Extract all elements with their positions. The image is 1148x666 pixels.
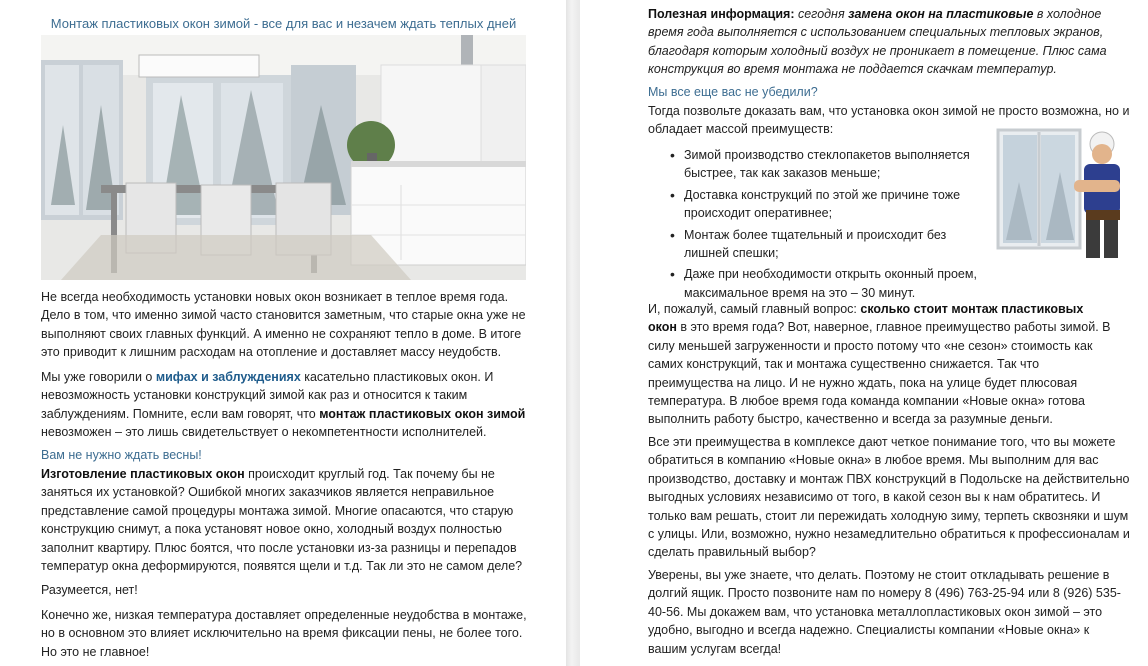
advantages-summary-paragraph: Все эти преимущества в комплексе дают четкое понимание того, что вы можете обратиться в компанию «Новые окна» в любое время. Мы выполним для вас производство, доставку и монтаж ПВХ конструкций в Подольске на действительно выгодных условиях независимо от того, в какой сезон вы к нам обратитесь. И только вам решать, стоит ли пережидать холодную зиму, терпеть сквозняки и шум с улицы. Или, возможно, нужно незамедлительно обратиться к профессионалам и сделать правильный выбор? xyxy=(648,435,1130,560)
text: в это время года? Вот, наверное, главное преимущество работы зимой. В силу меньшей загруженности и просто потому что «не сезон» стоимость как самих конструкций, так и монтажа существенно снижается. Так что преимущества на лицо. И не нужно ждать, пока на улице будет плюсовая температура. В любое время года команда компании «Новые окна» готова выполнить работу быстро, качественно и всегда за разумные деньги. xyxy=(648,320,1111,427)
page-title: Монтаж пластиковых окон зимой - все для вас и незачем ждать теплых дней xyxy=(50,16,517,31)
bold-text: Полезная информация: xyxy=(648,7,795,21)
contact-paragraph: Уверены, вы уже знаете, что делать. Поэтому не стоит откладывать решение в долгий ящик. Просто позвоните нам по номеру 8 (496) 763-25-94 или 8 (926) 535-40-56. Мы докажем вам, что установка металлопластиковых окон зимой – это удобно, выгодно и всегда надежно. Специалисты компании «Новые окна» к вашим услугам всегда! xyxy=(648,568,1121,656)
window-installer-illustration xyxy=(994,122,1128,262)
bold-text: замена окон на пластиковые xyxy=(848,7,1034,21)
list-item: • Доставка конструкций по этой же причине тоже происходит оперативнее; xyxy=(662,186,992,223)
text: происходит круглый год. Так почему бы не заняться их установкой? Ошибкой многих заказчиков является неправильное представление самой процедуры монтажа зимой. Многие опасаются, что старую конструкцию снимут, а пока установят новое окно, холодный воздух полностью заполнит квартиру. Плюс боятся, что после установки из-за разницы и перепадов температур окна деформируются, появятся щели и т.д. Так ли это не самом деле? xyxy=(41,467,523,574)
bold-text: Изготовление пластиковых окон xyxy=(41,467,245,481)
bold-text: сколько стоит монтаж пластиковых окон xyxy=(648,302,1084,335)
text: Мы уже говорили о xyxy=(41,370,156,384)
list-item: • Зимой производство стеклопакетов выполняется быстрее, так как заказов меньше; xyxy=(662,146,992,183)
left-paragraph-2 xyxy=(41,368,531,442)
left-paragraph-5: Конечно же, низкая температура доставляет определенные неудобства в монтаже, но в основном это влияет исключительно на время фиксации пены, не более того. Но это не главное! xyxy=(41,608,527,659)
right-intro-paragraph: Тогда позвольте доказать вам, что установка окон зимой не просто возможна, но и обладает массой преимуществ: xyxy=(648,104,1130,137)
left-paragraph-4: Разумеется, нет! xyxy=(41,583,138,597)
text: касательно пластиковых окон. И невозможность установки конструкций зимой как раз и относится к таким заблуждениям. Помните, если вам говорят, что xyxy=(41,370,494,421)
right-subheading: Мы все еще вас не убедили? xyxy=(648,85,818,99)
useful-info-paragraph xyxy=(648,5,1130,79)
left-paragraph-1: Не всегда необходимость установки новых окон возникает в теплое время года. Дело в том, что именно зимой часто становится заметным, что старые окна уже не выполняют своих главных функций. А именно не сохраняют тепло в доме. В итоге это приводит к лишним расходам на отопление и доставляет массу неудобств. xyxy=(41,290,526,360)
text: И, пожалуй, самый главный вопрос: xyxy=(648,302,861,316)
bold-text: монтаж пластиковых окон зимой xyxy=(319,406,526,421)
text: в холодное время года выполняется с использованием специальных тепловых экранов, благодаря которым холодный воздух не проникает в помещение. Плюс сама конструкция во время монтажа не поддается скачкам температур. xyxy=(648,7,1107,77)
price-paragraph xyxy=(648,300,1114,429)
advantages-list xyxy=(662,146,992,305)
kitchen-photo xyxy=(41,35,526,280)
page-gutter xyxy=(566,0,580,666)
text: невозможен – это лишь свидетельствует о некомпетентности исполнителей. xyxy=(41,425,487,440)
left-paragraph-3 xyxy=(41,465,531,575)
list-item: • Монтаж более тщательный и происходит без лишней спешки; xyxy=(662,226,992,263)
myths-link[interactable]: мифах и заблуждениях xyxy=(155,370,301,384)
list-item: • Даже при необходимости открыть оконный проем, максимальное время на это – 30 минут. xyxy=(662,265,992,302)
text: сегодня xyxy=(794,7,849,21)
left-subheading: Вам не нужно ждать весны! xyxy=(41,448,202,462)
